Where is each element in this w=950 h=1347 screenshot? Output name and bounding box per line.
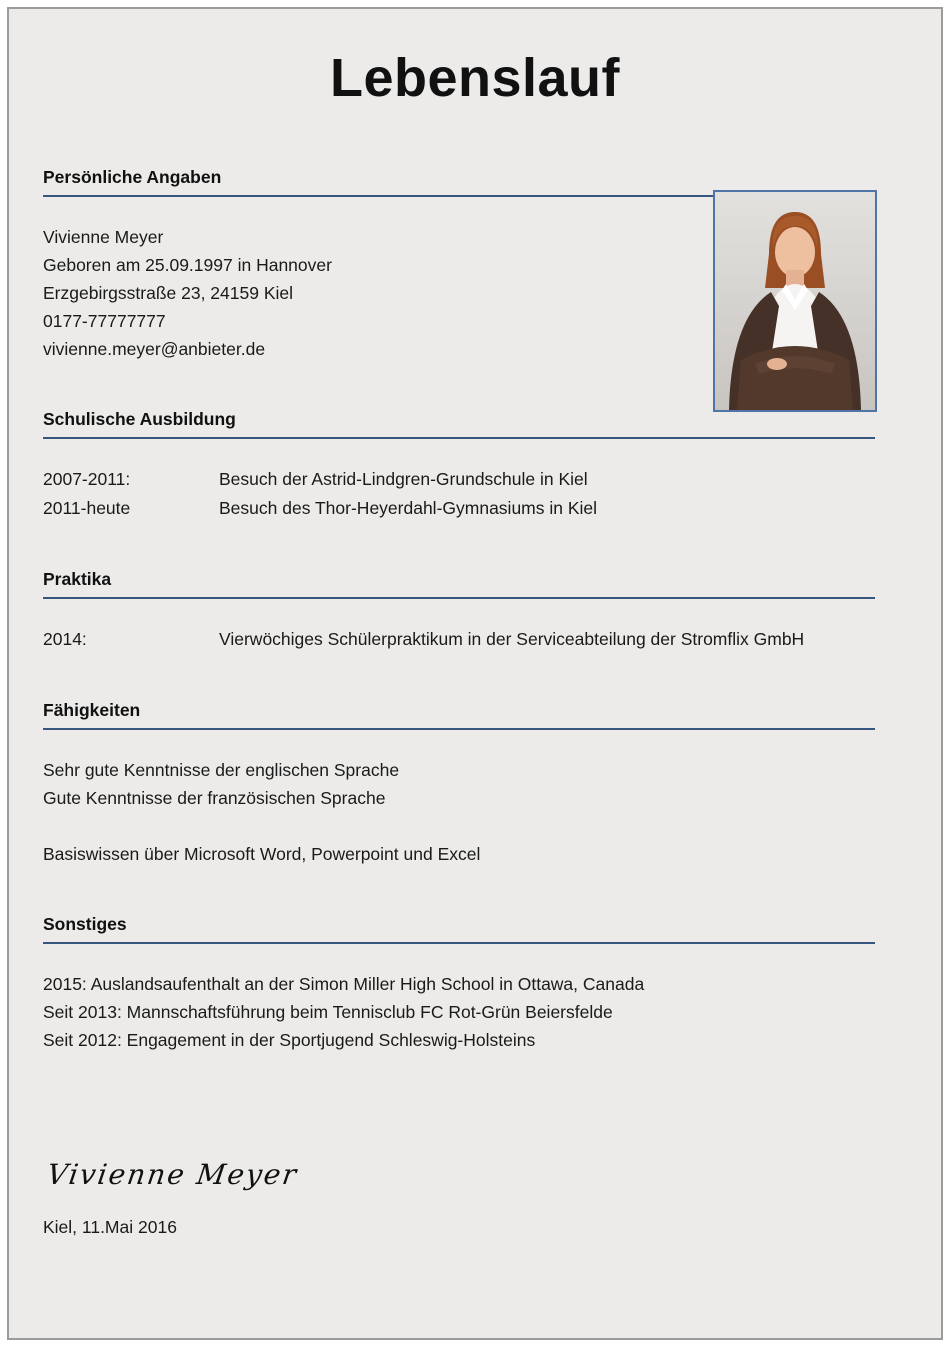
entry-period: 2014: (43, 629, 87, 649)
section-heading-misc: Sonstiges (43, 914, 875, 944)
skill-line: Sehr gute Kenntnisse der englischen Sprache (43, 760, 400, 780)
internship-entry (43, 625, 875, 654)
misc-line: Seit 2013: Mannschaftsführung beim Tennisclub FC Rot-Grün Beiersfelde (43, 1002, 613, 1022)
personal-name: Vivienne Meyer (43, 227, 164, 247)
skill-line: Gute Kenntnisse der französischen Sprache (43, 788, 386, 808)
internship-entries (43, 625, 875, 654)
entry-description: Besuch des Thor-Heyerdahl-Gymnasiums in Kiel (219, 498, 598, 518)
section-heading-skills: Fähigkeiten (43, 700, 875, 730)
skills-block (43, 756, 875, 868)
section-heading-personal: Persönliche Angaben (43, 167, 875, 197)
page-title: Lebenslauf (329, 48, 621, 108)
section-heading-internships: Praktika (43, 569, 875, 599)
skill-line: Basiswissen über Microsoft Word, Powerpoint und Excel (43, 844, 481, 864)
education-entry (43, 465, 875, 494)
entry-period: 2007-2011: (43, 469, 131, 489)
misc-line: 2015: Auslandsaufenthalt an der Simon Miller High School in Ottawa, Canada (43, 974, 645, 994)
personal-email: vivienne.meyer@anbieter.de (43, 339, 266, 359)
place-date: Kiel, 11.Mai 2016 (43, 1217, 177, 1237)
entry-period: 2011-heute (43, 498, 131, 518)
education-entries (43, 465, 875, 523)
misc-block (43, 970, 875, 1054)
signature-handwriting: Vivienne Meyer (45, 1158, 301, 1191)
misc-line: Seit 2012: Engagement in der Sportjugend Schleswig-Holsteins (43, 1030, 536, 1050)
portrait-photo-illustration (715, 192, 875, 410)
entry-description: Vierwöchiges Schülerpraktikum in der Serviceabteilung der Stromflix GmbH (219, 629, 805, 649)
portrait-photo (713, 190, 877, 412)
entry-description: Besuch der Astrid-Lindgren-Grundschule in Kiel (219, 469, 588, 489)
education-entry (43, 494, 875, 523)
section-heading-education: Schulische Ausbildung (43, 409, 875, 439)
personal-phone: 0177-77777777 (43, 311, 166, 331)
personal-address: Erzgebirgsstraße 23, 24159 Kiel (43, 283, 293, 303)
personal-birth: Geboren am 25.09.1997 in Hannover (43, 255, 332, 275)
